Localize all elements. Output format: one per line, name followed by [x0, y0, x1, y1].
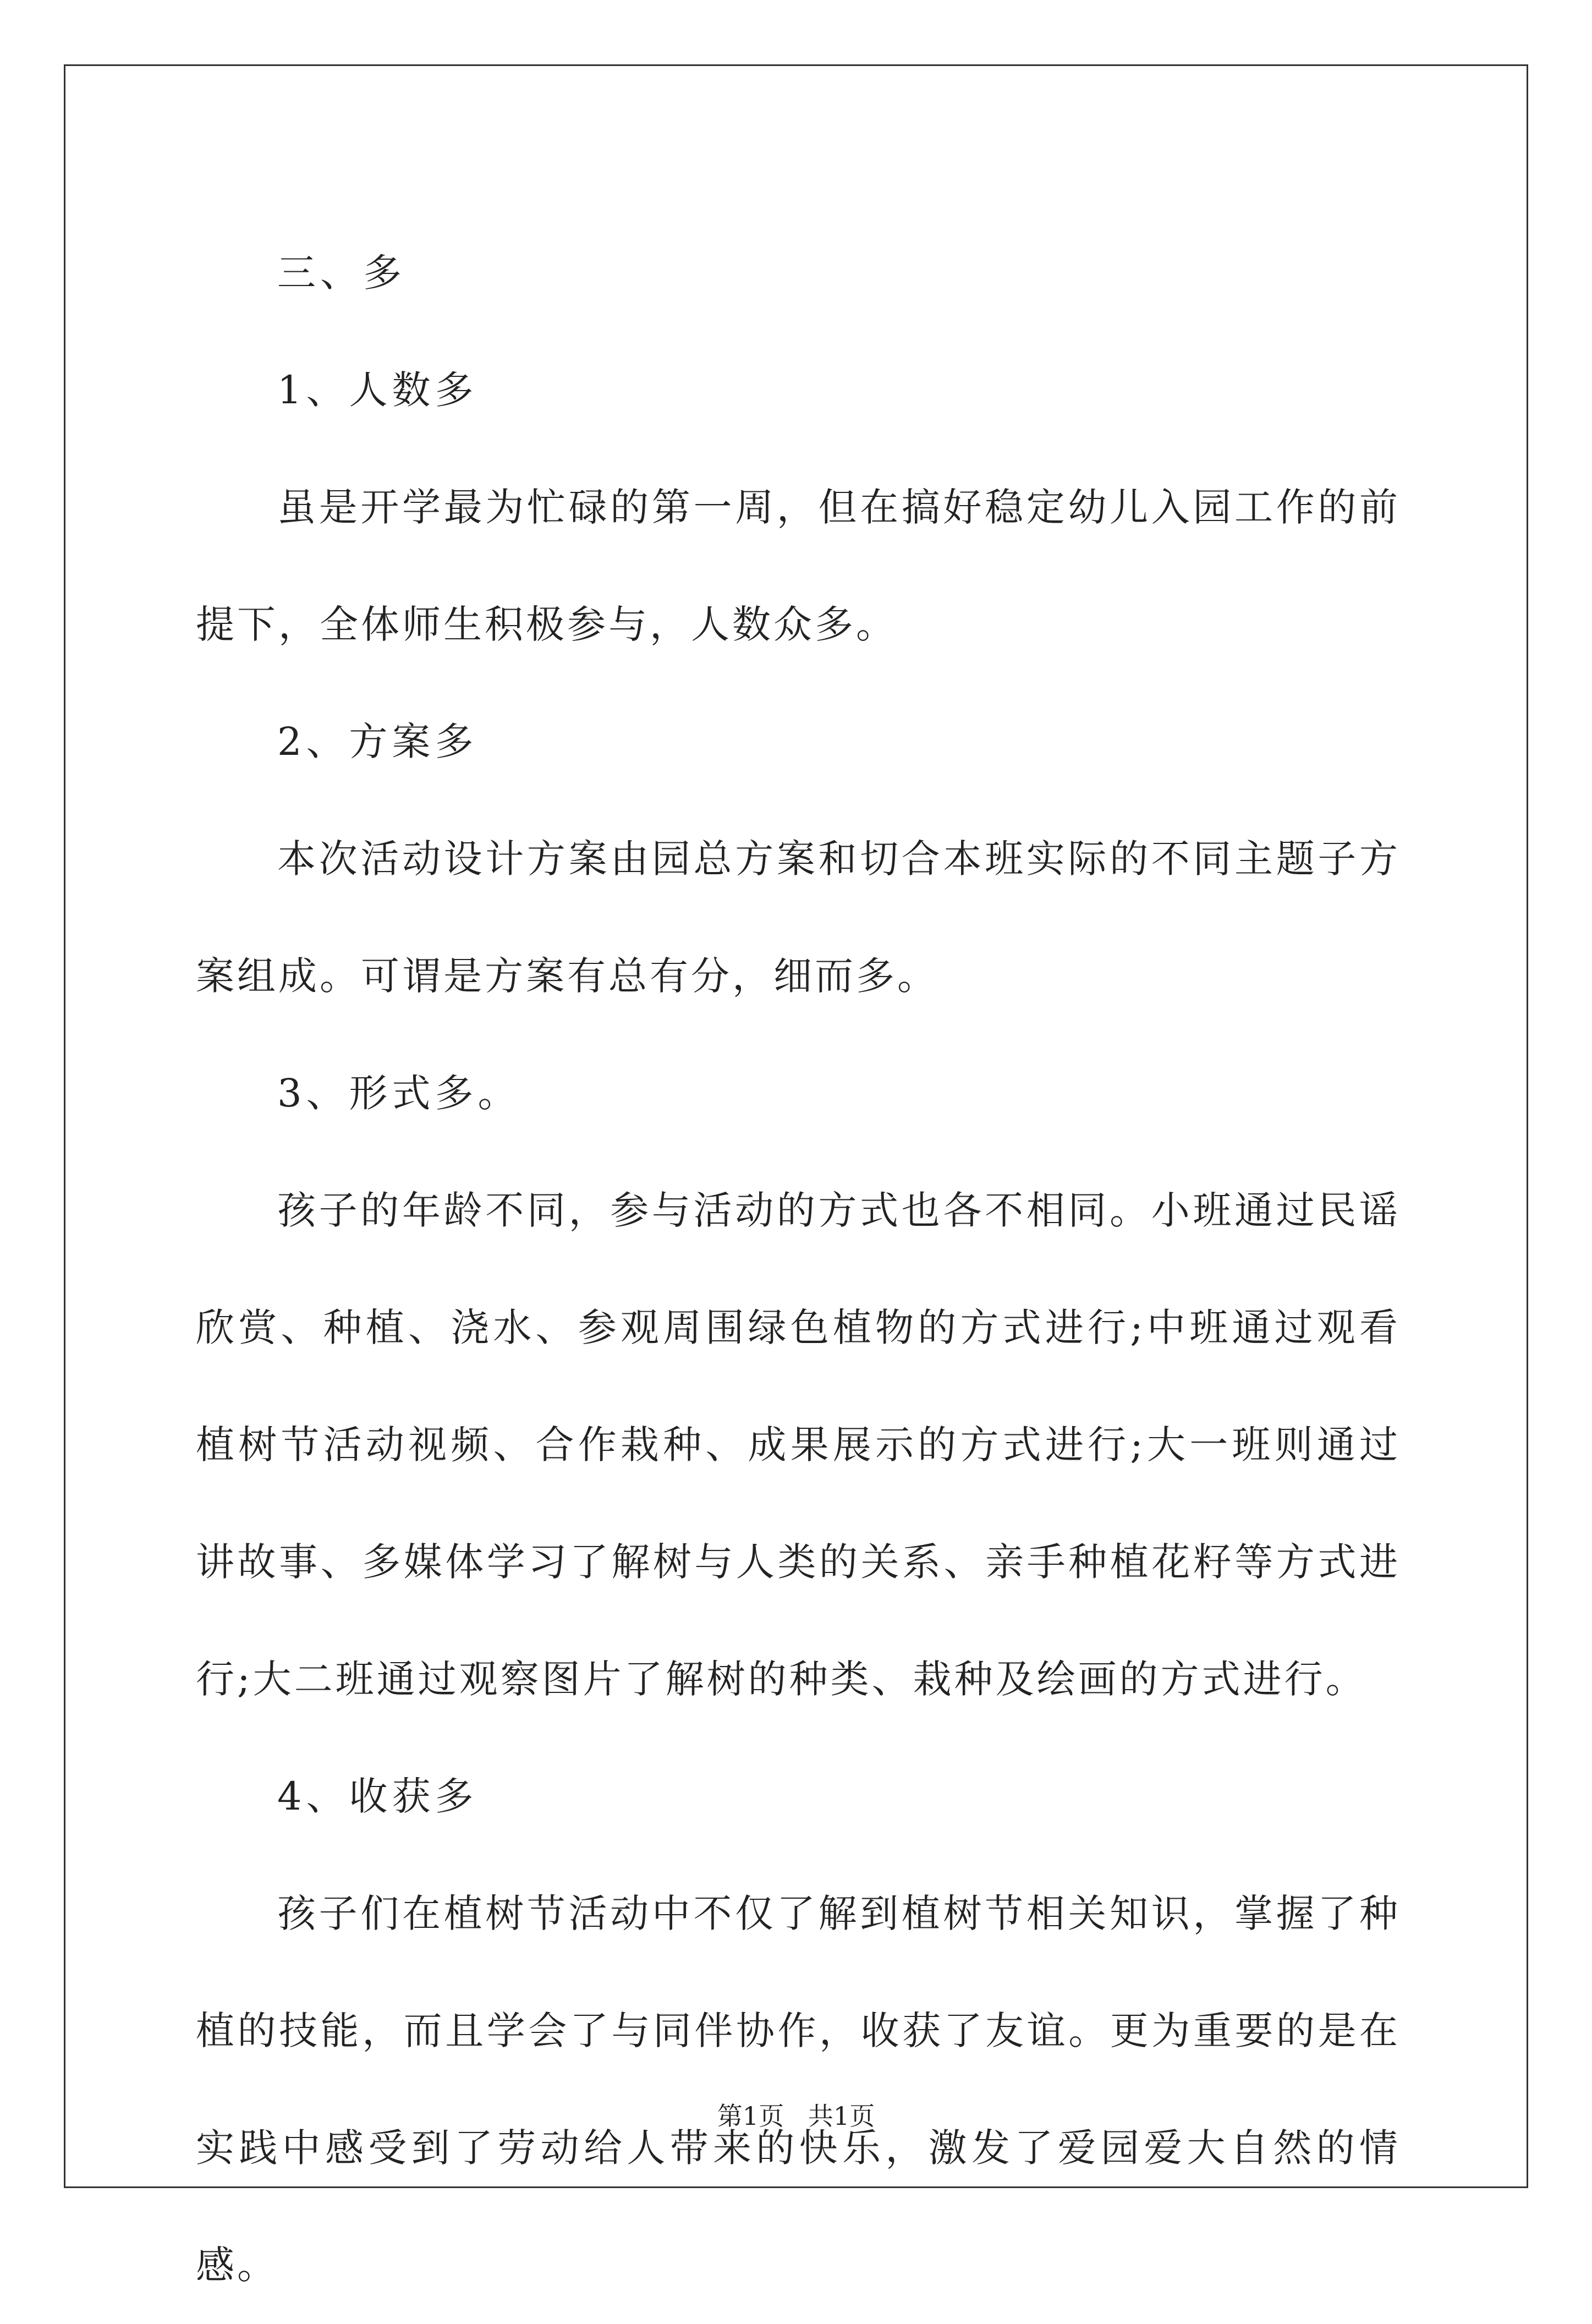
subsection-heading: 4、收获多 — [277, 1774, 478, 1819]
body-paragraph: 虽是开学最为忙碌的第一周，但在搞好稳定幼儿入园工作的前提下，全体师生积极参与，人数众多。 — [196, 485, 1401, 647]
subsection-heading: 1、人数多 — [277, 368, 478, 413]
document-body — [196, 215, 1401, 2324]
subsection-heading: 3、形式多。 — [277, 1071, 521, 1116]
body-paragraph: 本次活动设计方案由园总方案和切合本班实际的不同主题子方案组成。可谓是方案有总有分，细而多。 — [196, 836, 1401, 999]
body-paragraph: 孩子们在植树节活动中不仅了解到植树节相关知识，掌握了种植的技能，而且学会了与同伴协作，收获了友谊。更为重要的是在实践中感受到了劳动给人带来的快乐，激发了爱园爱大自然的情感。 — [196, 1891, 1401, 2288]
body-paragraph: 孩子的年龄不同，参与活动的方式也各不相同。小班通过民谣欣赏、种植、浇水、参观周围绿色植物的方式进行;中班通过观看植树节活动视频、合作栽种、成果展示的方式进行;大一班则通过讲故事、多媒体学习了解树与人类的关系、亲手种植花籽等方式进行;大二班通过观察图片了解树的种类、栽种及绘画的方式进行。 — [196, 1188, 1401, 1702]
section-heading: 三、多 — [277, 250, 406, 295]
page-footer: 第1页 共1页 — [717, 2101, 875, 2131]
subsection-heading: 2、方案多 — [277, 719, 478, 764]
